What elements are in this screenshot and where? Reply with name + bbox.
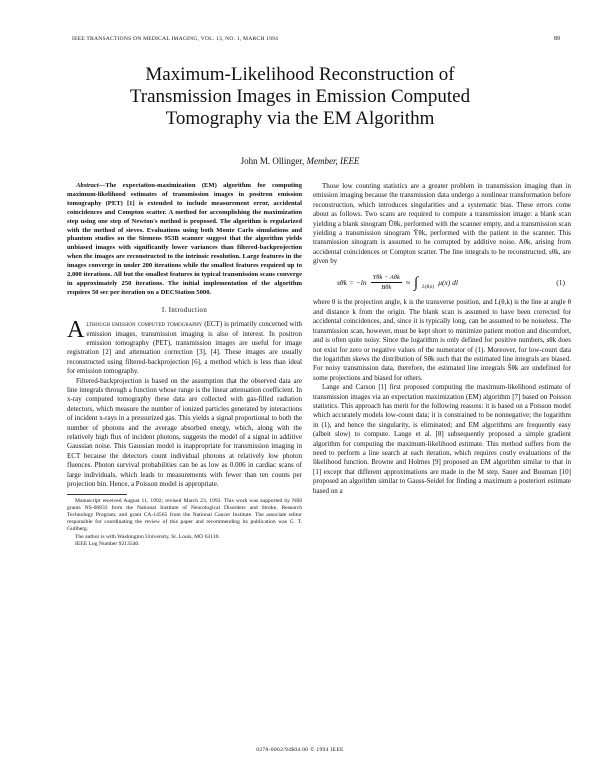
equation-lhs: sθk = −ln [337, 277, 367, 287]
equation-1 [337, 273, 565, 293]
right-column [313, 182, 571, 496]
section-heading-introduction: I. Introduction [161, 306, 208, 314]
integral-sign: ∫ [414, 274, 419, 291]
copyright-line: 0278-0062/94$04.00 © 1994 IEEE [256, 747, 344, 753]
left-column [67, 182, 302, 548]
page-number: 89 [554, 36, 560, 42]
title-line: Tomography via the EM Algorithm [165, 108, 435, 129]
integral-lower-limit: L(θ,k) [422, 285, 435, 291]
footnote-log-number: IEEE Log Number 9213540. [75, 540, 140, 547]
abstract-text: The expectation-maximization (EM) algorithm for computing maximum-likelihood estimates of transmission images in positron emission tomography (PET) [1] is extended to include measurement error, accidental coincidences and Compton scatter. A method for accomplishing the maximization step using one step of Newton's method is proposed. The algorithm is regularized with the method of sieves. Evaluations using both Monte Carlo simulations and phantom studies on the Siemens 953B scanner suggest that the algorithm yields unbiased images with significantly lower variances than filtered-backprojection when the images are reconstructed to the intrinsic resolution. Large features in the images converge in under 200 iterations while the smallest features required up to 2,000 iterations. All but the smallest features in typical transmission scans converge in approximately 250 iterations. The initial implementation of the algorithm requires 50 sec per iteration on a DECStation 5000. [67, 182, 302, 296]
author-line [0, 156, 600, 166]
paper-title [60, 64, 540, 130]
intro-paragraph-2: Filtered-backprojection is based on the assumption that the observed data are line integrals through a function whose range is the linear attenuation coefficient. In x-ray computed tomography these data are collected with gas-filled radiation detectors, which measure the number of ionized particles generated by interactions of incident x-rays in a pressurized gas. This yields a signal proportional to both the number of photons and the average absorbed energy, which, along with the relatively high flux of incident photons, suggests the model of a signal in additive Gaussian noise. This Gaussian model is inappropriate for transmission imaging in ECT because the detectors count individual photons at relatively low photon fluences. Photon survival probabilities can be as low as 0.006 in cardiac scans of large individuals, which leads to measurements with fewer than ten counts per projection bin. Hence, a Poisson model is appropriate. [67, 376, 302, 489]
fraction-denominator: Bθk [381, 284, 392, 292]
equation-body [337, 273, 458, 293]
integrand: μ(x) dl [438, 277, 458, 287]
footnote-manuscript: Manuscript received August 11, 1992; revised March 23, 1993. This work was supported by NIH grants NS-06833 from the National Institute of Neurological Disorders and Stroke, Research Technology Program, and grant CA-14565 from the National Cancer Institute. The associate editor responsible for coordinating the review of this paper and recommending its publication was G. T. Gullberg. [67, 497, 302, 533]
intro-opening-words: lthough emission computed tomography [86, 320, 203, 329]
drop-cap: A [67, 317, 85, 344]
footnote-rule [67, 494, 127, 495]
footnote [67, 498, 302, 548]
body-paragraph-3: Lange and Carson [1] first proposed computing the maximum-likelihood estimate of transmission images via an expectation maximization (EM) algorithm [7] based on Poisson statistics. This approach has merit for the following reasons: it is based on a Poisson model which accurately models low-count data; it is constrained to be nonnegative; the logarithm in (1), and hence the singularity, is eliminated; and EM algorithms are frequently easy (albeit slow) to compute. Lange et al. [8] subsequently proposed a simple gradient algorithm for computing the maximum-likelihood estimate. This method suffers from the need to perform a line search at each iteration, which requires costly evaluations of the likelihood function. Browne and Holmes [9] proposed an EM algorithm similar to that in [1] except that different approximations are made in the M step. Sauer and Bouman [10] proposed an algorithm similar to Gauss-Seidel for finding a maximum a posteriori estimate based on a [313, 383, 571, 495]
abstract [67, 182, 302, 298]
intro-paragraph-1-text: (ECT) is primarily concerned with emission images, transmission imaging is also of interest. In positron emission tomography (PET), transmission images are useful for image registration [2] and attenuation correction [3], [4]. These images are usually reconstructed using filtered-backprojection [6], a method which is less than ideal for emission tomography. [67, 320, 302, 376]
abstract-lead: Abstract— [76, 182, 106, 189]
equation-number: (1) [556, 277, 565, 287]
intro-paragraph-1 [67, 317, 302, 376]
running-head: IEEE TRANSACTIONS ON MEDICAL IMAGING, VOL. 13, NO. 1, MARCH 1994 [72, 36, 279, 42]
author-role: Member, IEEE [306, 156, 360, 166]
footnote-affiliation: The author is with Washington University, St. Louis, MO 63110. [75, 533, 220, 540]
equation-fraction [371, 273, 402, 293]
author-name: John M. Ollinger, [240, 156, 305, 166]
title-line: Maximum-Likelihood Reconstruction of [145, 64, 455, 85]
title-line: Transmission Images in Emission Computed [129, 86, 471, 107]
body-paragraph-2: where θ is the projection angle, k is the transverse position, and L(θ,k) is the line at angle θ and distance k from the origin. The blank scan is assumed to have been corrected for accidental coincidences, and, since it is typically long, can be assumed to be noiseless. The transmission scan, however, must be kept short to minimize patient motion and discomfort, and is often quite noisy. Since the logarithm is only defined for positive numbers, sθk does not exist for zero or negative values of the numerator of (1). Moreover, for low-count data the logarithm skews the distribution of Sθk such that the estimated line integrals are biased. For noisy transmission data, therefore, the estimated line integrals Ŝθk are undefined for some projections and biased for others. [313, 298, 571, 382]
fraction-numerator: Yθk − Aθk [371, 273, 402, 283]
body-paragraph-1: Those low counting statistics are a greater problem in transmission imaging than in emission imaging because the transmission data undergo a nonlinear transformation before reconstruction, which introduces singularities and a systematic bias. These errors come about as follows. Two scans are required to compute a transmission image: a blank scan yielding a blank sinogram Ūθk, performed with the scanner empty, and a transmission scan yielding a transmission sinogram Ȳθk, performed with the patient in the scanner. This transmission sinogram is assumed to be corrupted by additive noise, Aθk, arising from accidental coincidences or Compton scatter. The line integrals to be reconstructed, sθk, are given by [313, 182, 571, 266]
approx-sign: ≈ [405, 277, 411, 287]
